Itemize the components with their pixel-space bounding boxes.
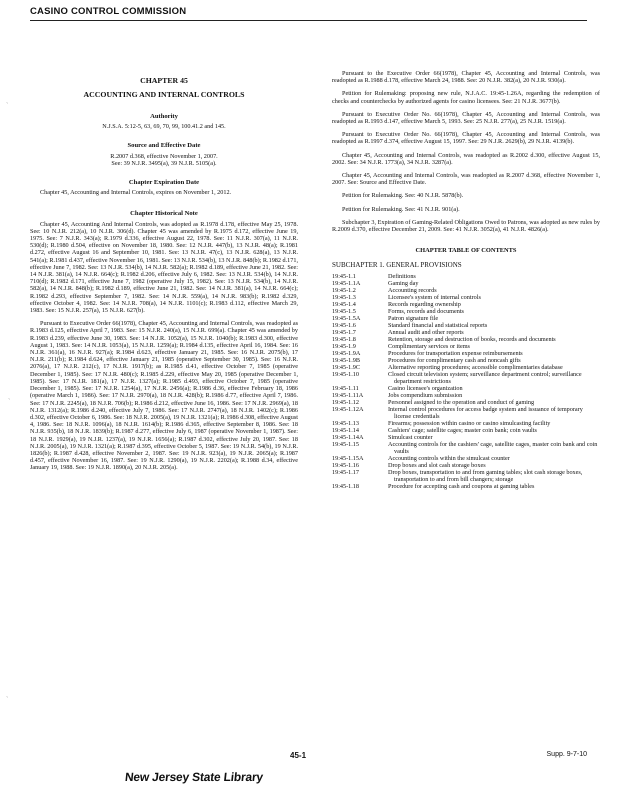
toc-entry-number: 19:45-1.9 <box>332 342 356 350</box>
toc-entry <box>332 343 600 350</box>
toc-entry-title: Licensee's system of internal controls <box>388 293 481 301</box>
margin-mark: ˎ <box>6 690 9 698</box>
toc-entry <box>332 462 600 469</box>
toc-entry-title: Patron signature file <box>388 314 439 322</box>
toc-entry <box>332 469 600 483</box>
toc-entry-number: 19:45-1.5A <box>332 314 361 322</box>
toc-entry <box>332 336 600 343</box>
toc-entry-title: Closed circuit television system; surveillance department control; surveillance department restrictions <box>388 370 582 385</box>
expiration-heading: Chapter Expiration Date <box>128 179 200 187</box>
running-head: CASINO CONTROL COMMISSION <box>30 6 187 17</box>
toc-entry-title: Procedures for complimentary cash and noncash gifts <box>388 356 521 364</box>
toc-entry <box>332 350 600 357</box>
toc-entry-number: 19:45-1.15A <box>332 454 364 462</box>
chapter-title: ACCOUNTING AND INTERNAL CONTROLS <box>83 90 245 99</box>
toc-entry-number: 19:45-1.5 <box>332 307 356 315</box>
toc-entry-number: 19:45-1.2 <box>332 286 356 294</box>
toc-entry-number: 19:45-1.16 <box>332 461 359 469</box>
source-line-1: R.2007 d.368, effective November 1, 2007. <box>110 152 218 160</box>
chapter-number: CHAPTER 45 <box>140 76 188 85</box>
right-paragraph: Chapter 45, Accounting and Internal Controls, was readopted as R.2002 d.300, effective August 15, 2002. See: 34 N.J.R. 1773(a), 34 N.J.R. 3287(a). <box>332 151 600 166</box>
toc-entry-title: Accounting controls within the simulcast counter <box>388 454 510 462</box>
toc-entry-number: 19:45-1.7 <box>332 328 356 336</box>
toc-entry-number: 19:45-1.14A <box>332 433 364 441</box>
toc-entry-title: Alternative reporting procedures; accessible complimentaries database <box>388 363 563 371</box>
toc-entry-number: 19:45-1.9B <box>332 356 361 364</box>
historical-paragraph: Chapter 45, Accounting And Internal Controls, was adopted as R.1978 d.178, effective May 25, 1978. See: 10 N.J.R. 212(a), 10 N.J.R. 306(d). Chapter 45 was amended by R.1975 d.172, effective June 19, 1975. See: 7 N.J.R. 343(a); R.1979 d.336, effective August 22, 1978. See: 11 N.J.R. 307(a), 11 N.J.R. 530(d); R.1980 d.504, effective on November 18, 1980. See: 12 N.J.R. 447(b), 13 N.J.R. 48(a); R.1981 d.272, effective August 16 and September 10, 1981. See: 13 N.J.R. 47(c), 13 N.J.R. 628(a), 13 N.J.R. 541(a); R.1981 d.437, effective November 16, 1981. See: 13 N.J.R. 534(b), 13 N.J.R. 848(b); R.1982 d.171, effective June 7, 1982. See: 13 N.J.R. 534(b), 14 N.J.R. 582(a); R.1982 d.189, effective June 21, 1982. See: 14 N.J.R. 381(a), 14 N.J.R. 664(c); R.1982 d.206, effective July 6, 1982. See: 13 N.J.R. 534(b), 14 N.J.R. 710(d); R.1982 d.171, effective June 7, 1982 (operative July 15, 1982). See: 13 N.J.R. 534(b), 14 N.J.R. 582(a), 14 N.J.R. 848(b); R.1982 d.189, effective June 21, 1982. See: 14 N.J.R. 381(a), 14 N.J.R. 664(c); R.1982 d.293, effective September 7, 1982. See: 14 N.J.R. 559(a), 14 N.J.R. 983(b); R.1982 d.329, effective October 4, 1982. See: 14 N.J.R. 708(a), 14 N.J.R. 1101(c); R.1983 d.112, effective March 29, 1983. See: 15 N.J.R. 257(a), 15 N.J.R. 627(b). <box>30 220 298 315</box>
toc-entry <box>332 273 600 280</box>
toc-entry <box>332 371 600 385</box>
toc-entry-title: Jobs compendium submission <box>388 391 463 399</box>
margin-mark: ˎ <box>6 96 9 104</box>
toc-entry-title: Drop boxes and slot cash storage boxes <box>388 461 486 469</box>
toc-entry-title: Simulcast counter <box>388 433 433 441</box>
toc-entry <box>332 322 600 329</box>
left-column <box>30 70 298 478</box>
right-paragraph: Subchapter 3, Expiration of Gaming-Related Obligations Owed to Patrons, was adopted as new rules by R.2009 d.370, effective December 21, 2009. See: 41 N.J.R. 3052(a), 41 N.J.R. 4826(a). <box>332 218 600 234</box>
historical-heading: Chapter Historical Note <box>130 210 198 218</box>
toc-entry-title: Forms, records and documents <box>388 307 464 315</box>
toc-subchapter: SUBCHAPTER 1. GENERAL PROVISIONS <box>332 261 462 270</box>
toc-entry-number: 19:45-1.15 <box>332 440 359 448</box>
toc-entry-number: 19:45-1.11A <box>332 391 364 399</box>
right-paragraph: Chapter 45, Accounting and Internal Controls, was readopted as R.2007 d.368, effective November 1, 2007. See: Source and Effective Date. <box>332 172 600 187</box>
right-paragraph: Petition for Rulemaking. See: 40 N.J.R. 5878(b). <box>342 192 464 200</box>
toc-entry <box>332 287 600 294</box>
right-paragraph: Pursuant to Executive Order No. 66(1978), Chapter 45, Accounting and Internal Controls, was readopted as R.1993 d.147, effective March 5, 1993. See: 25 N.J.R. 277(a), 25 N.J.R. 1519(a). <box>332 110 600 126</box>
page-number: 45-1 <box>290 751 307 760</box>
toc-entry <box>332 392 600 399</box>
toc-entry <box>332 483 600 490</box>
toc-list <box>332 273 600 490</box>
expiration-text: Chapter 45, Accounting and Internal Controls, expires on November 1, 2012. <box>40 189 232 197</box>
right-column <box>332 70 600 490</box>
toc-entry <box>332 364 600 371</box>
right-paragraph: Pursuant to the Executive Order 66(1978), Chapter 45, Accounting and Internal Controls, was readopted as R.1988 d.178, effective March 24, 1988. See: 20 N.J.R. 382(a), 20 N.J.R. 930(a). <box>332 70 600 85</box>
toc-entry-number: 19:45-1.12A <box>332 405 364 413</box>
authority-heading: Authority <box>150 113 178 120</box>
toc-entry <box>332 427 600 434</box>
toc-entry-title: Accounting records <box>388 286 437 294</box>
toc-entry-number: 19:45-1.9C <box>332 363 361 371</box>
toc-entry-number: 19:45-1.8 <box>332 335 356 343</box>
toc-entry-title: Drop boxes, transportation to and from gaming tables; slot cash storage boxes, transportation to and from bill changers; storage <box>388 468 583 483</box>
toc-heading: CHAPTER TABLE OF CONTENTS <box>415 247 517 255</box>
toc-entry-number: 19:45-1.13 <box>332 419 359 427</box>
toc-entry-title: Personnel assigned to the operation and conduct of gaming <box>388 398 535 406</box>
library-stamp: New Jersey State Library <box>124 770 264 784</box>
toc-entry <box>332 357 600 364</box>
toc-entry-number: 19:45-1.1A <box>332 279 361 287</box>
toc-entry <box>332 329 600 336</box>
right-paragraph: Pursuant to Executive Order No. 66(1978), Chapter 45, Accounting and Internal Controls, was readopted as R.1997 d.374, effective August 15, 1997. See: 29 N.J.R. 2629(b), 29 N.J.R. 4139(b). <box>332 131 600 146</box>
toc-entry <box>332 308 600 315</box>
margin-mark: ˏ <box>8 392 11 400</box>
toc-entry-number: 19:45-1.18 <box>332 482 359 490</box>
toc-entry-number: 19:45-1.1 <box>332 272 356 280</box>
toc-entry-title: Accounting controls for the cashiers' cage, satellite cages, master coin bank and coin vaults <box>388 440 598 455</box>
toc-entry-title: Procedures for transportation expense reimbursements <box>388 349 523 357</box>
right-paragraph: Petition for Rulemaking: proposing new rule, N.J.A.C. 19:45-1.26A, regarding the redemption of checks and counterchecks by authorized agents for casino licensees. See: 21 N.J.R. 3677(b). <box>332 90 600 105</box>
toc-entry <box>332 406 600 420</box>
toc-entry <box>332 434 600 441</box>
toc-entry-number: 19:45-1.14 <box>332 426 359 434</box>
toc-entry-number: 19:45-1.10 <box>332 370 359 378</box>
toc-entry <box>332 385 600 392</box>
toc-entry-title: Cashiers' cage; satellite cages; master coin bank; coin vaults <box>388 426 537 434</box>
toc-entry-number: 19:45-1.9A <box>332 349 361 357</box>
toc-entry <box>332 315 600 322</box>
header-rule <box>30 20 587 21</box>
toc-entry-title: Gaming day <box>388 279 419 287</box>
toc-entry-number: 19:45-1.4 <box>332 300 356 308</box>
toc-entry-title: Procedure for accepting cash and coupons at gaming tables <box>388 482 535 490</box>
toc-entry-title: Annual audit and other reports <box>388 328 464 336</box>
toc-entry-title: Complimentary services or items <box>388 342 470 350</box>
toc-entry-title: Internal control procedures for access badge system and issuance of temporary license credentials <box>388 405 583 420</box>
toc-entry-title: Standard financial and statistical reports <box>388 321 488 329</box>
toc-entry <box>332 399 600 406</box>
authority-text: N.J.S.A. 5:12-5, 63, 69, 70, 99, 100.41.2 and 145. <box>102 123 226 131</box>
toc-entry-number: 19:45-1.3 <box>332 293 356 301</box>
toc-entry-number: 19:45-1.6 <box>332 321 356 329</box>
toc-entry-number: 19:45-1.12 <box>332 398 359 406</box>
historical-paragraph: Pursuant to Executive Order 66(1978), Chapter 45, Accounting and Internal Controls, was readopted as R.1983 d.125, effective April 7, 1983. See: 15 N.J.R. 240(a), 15 N.J.R. 699(a). Chapter 45 was amended by R.1983 d.239, effective June 30, 1983. See: 14 N.J.R. 1052(a), 15 N.J.R. 1040(b); R.1983 d.300, effective August 1, 1983. See: 14 N.J.R. 1053(a), 15 N.J.R. 1259(a); R.1984 d.135, effective April 16, 1984. See: 16 N.J.R. 361(a), 16 N.J.R. 927(a); R.1984 d.623, effective January 21, 1985. See: 16 N.J.R. 2075(b), 17 N.J.R. 211(b); R.1984 d.624, effective January 21, 1985 (operative September 30, 1985). See: 16 N.J.R. 2076(a), 17 N.J.R. 212(c), 17 N.J.R. 1917(b); as R.1985 d.41, effective October 7, 1985 (operative December 1, 1985). See: 17 N.J.R. 480(c); R.1985 d.229, effective May 20, 1985 (operative December 1, 1985). See: 17 N.J.R. 181(a), 17 N.J.R. 1327(a); R.1985 d.493, effective October 7, 1985 (operative December 1, 1985). See: 17 N.J.R. 1254(a), 17 N.J.R. 2456(a); R.1986 d.36, effective February 18, 1986 (operative March 1, 1986). See: 17 N.J.R. 2970(a), 18 N.J.R. 428(b); R.1986 d.77, effective April 7, 1986. See: 17 N.J.R. 2245(a), 18 N.J.R. 706(b); R.1986 d.212, effective June 16, 1986. See: 17 N.J.R. 2969(a), 18 N.J.R. 1312(a); R.1986 d.240, effective July 7, 1986. See: 17 N.J.R. 2747(a), 18 N.J.R. 1402(c); R.1986 d.302, effective October 6, 1986. See: 18 N.J.R. 2005(a), 19 N.J.R. 1321(a); R.1986 d.308, effective August 4, 1986. See: 18 N.J.R. 1096(a), 18 N.J.R. 1614(b); R.1986 d.365, effective September 8, 1986. See: 18 N.J.R. 935(b), 18 N.J.R. 1839(b); R.1987 d.277, effective July 6, 1987 (operative November 1, 1987). See: 18 N.J.R. 1929(a), 19 N.J.R. 1237(a), 19 N.J.R. 1656(a); R.1987 d.302, effective July 20, 1987. See: 18 N.J.R. 2005(a), 19 N.J.R. 1321(a); R.1987 d.395, effective October 5, 1987. See: 19 N.J.R. 54(b), 19 N.J.R. 1826(b); R.1987 d.428, effective November 2, 1987. See: 19 N.J.R. 923(a), 19 N.J.R. 2065(a); R.1987 d.457, effective November 16, 1987. See: 19 N.J.R. 1290(a), 19 N.J.R. 2202(a); R.1988 d.34, effective January 19, 1988. See: 19 N.J.R. 1890(a), 20 N.J.R. 205(a). <box>30 320 298 472</box>
toc-entry-number: 19:45-1.11 <box>332 384 359 392</box>
toc-entry-title: Records regarding ownership <box>388 300 461 308</box>
toc-entry-title: Retention, storage and destruction of books, records and documents <box>388 335 556 343</box>
toc-entry <box>332 441 600 455</box>
toc-entry <box>332 455 600 462</box>
source-line-2: See: 39 N.J.R. 3495(a), 39 N.J.R. 5105(a). <box>111 159 217 167</box>
toc-entry <box>332 301 600 308</box>
toc-entry-number: 19:45-1.17 <box>332 468 359 476</box>
supplement-date: Supp. 9-7-10 <box>546 751 587 758</box>
toc-entry <box>332 420 600 427</box>
right-paragraph: Petition for Rulemaking. See: 41 N.J.R. 901(a). <box>342 205 460 213</box>
source-heading: Source and Effective Date <box>127 142 201 150</box>
toc-entry <box>332 280 600 287</box>
toc-entry-title: Definitions <box>388 272 416 280</box>
toc-entry <box>332 294 600 301</box>
toc-entry-title: Casino licensee's organization <box>388 384 463 392</box>
toc-entry-title: Firearms; possession within casino or casino simulcasting facility <box>388 419 551 427</box>
